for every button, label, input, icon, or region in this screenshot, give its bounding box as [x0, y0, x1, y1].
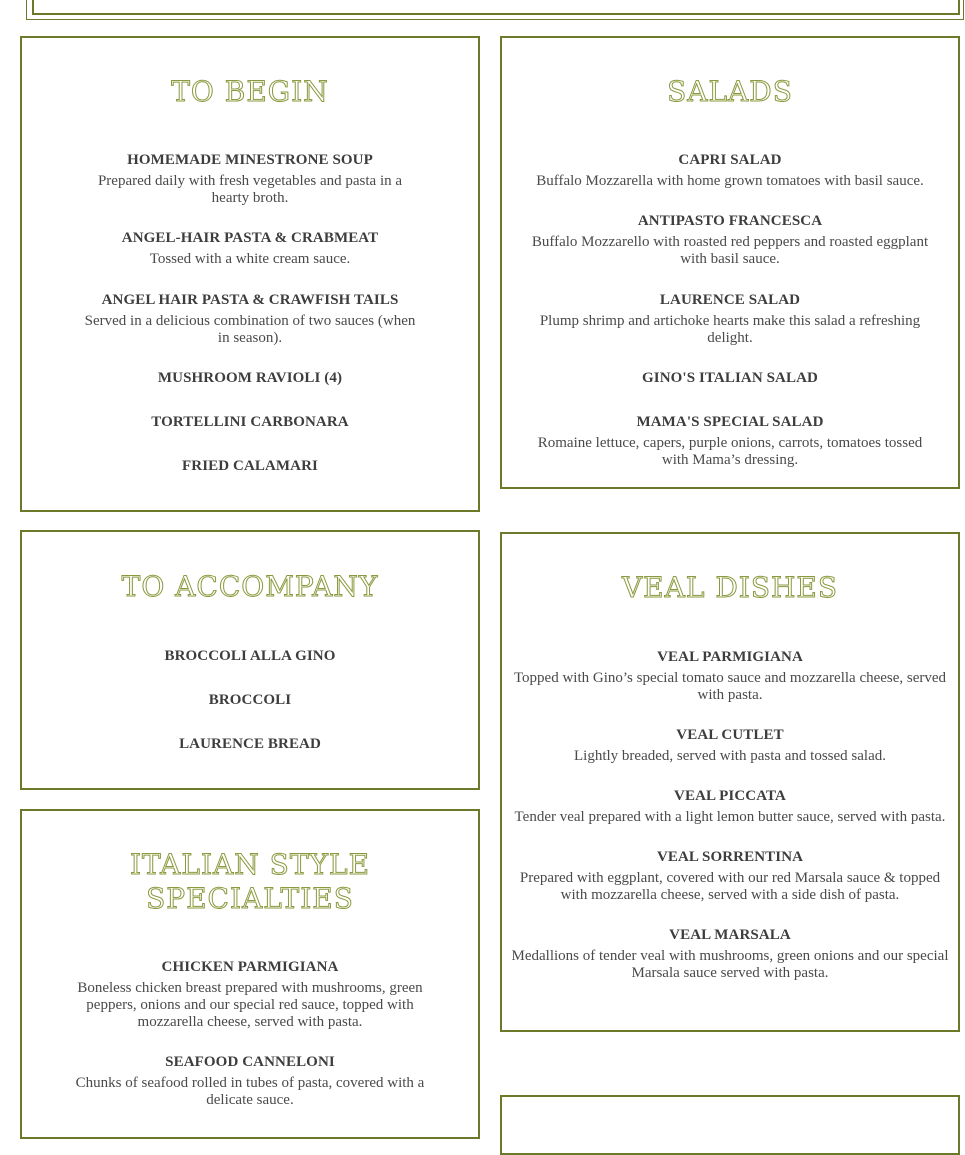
menu-item [22, 291, 478, 347]
menu-item [502, 926, 958, 982]
menu-item-desc: Buffalo Mozzarella with home grown tomatoes with basil sauce. [536, 173, 924, 189]
menu-item-name: ANGEL-HAIR PASTA & CRABMEAT [121, 230, 379, 246]
menu-item-desc: Served in a delicious combination of two sauces (when in season). [84, 313, 416, 346]
menu-item [22, 151, 478, 207]
menu-item [502, 648, 958, 704]
menu-item-name: TORTELLINI CARBONARA [151, 414, 349, 430]
menu-item [502, 212, 958, 268]
menu-item-desc: Plump shrimp and artichoke hearts make this salad a refreshing delight. [539, 313, 921, 346]
menu-item [502, 291, 958, 347]
to-begin-title: TO BEGIN [171, 75, 329, 108]
top-frame-inner [32, 0, 960, 15]
menu-item-name: VEAL MARSALA [669, 927, 791, 943]
menu-item-name: BROCCOLI [208, 692, 292, 708]
menu-item-desc: Tossed with a white cream sauce. [149, 251, 351, 267]
menu-item-name: VEAL CUTLET [676, 727, 784, 743]
menu-item-name: MAMA'S SPECIAL SALAD [636, 414, 824, 430]
menu-item-desc: Chunks of seafood rolled in tubes of pasta, covered with a delicate sauce. [75, 1075, 425, 1108]
menu-item [502, 848, 958, 904]
menu-item-name: VEAL SORRENTINA [656, 849, 804, 865]
veal-dishes-panel [500, 532, 960, 1032]
menu-item-name: GINO'S ITALIAN SALAD [642, 370, 818, 386]
menu-item [502, 369, 958, 387]
menu-item [22, 457, 478, 475]
menu-item-name: ANGEL HAIR PASTA & CRAWFISH TAILS [101, 292, 399, 308]
menu-item [22, 735, 478, 753]
menu-item [22, 958, 478, 1031]
menu-item [502, 151, 958, 190]
menu-item-name: SEAFOOD CANNELONI [165, 1054, 335, 1070]
menu-item-name: VEAL PICCATA [674, 788, 786, 804]
italian-specialties-panel [20, 809, 480, 1139]
italian-specialties-title-line2: SPECIALTIES [146, 882, 354, 915]
veal-dishes-title: VEAL DISHES [621, 571, 839, 604]
to-accompany-title: TO ACCOMPANY [121, 570, 379, 603]
menu-item-desc: Prepared daily with fresh vegetables and pasta in a hearty broth. [97, 173, 403, 206]
menu-item [22, 413, 478, 431]
menu-item-name: CAPRI SALAD [678, 152, 782, 168]
menu-item-name: BROCCOLI ALLA GINO [164, 648, 336, 664]
menu-item-name: LAURENCE BREAD [179, 736, 321, 752]
menu-item-name: HOMEMADE MINESTRONE SOUP [127, 152, 373, 168]
menu-item-name: VEAL PARMIGIANA [657, 649, 803, 665]
menu-item [502, 413, 958, 469]
menu-item [502, 787, 958, 826]
menu-item-desc: Tender veal prepared with a light lemon butter sauce, served with pasta. [514, 809, 946, 825]
menu-item-desc: Prepared with eggplant, covered with our red Marsala sauce & topped with mozzarella cheese, served with a side dish of pasta. [519, 870, 941, 903]
to-accompany-panel [20, 530, 480, 790]
menu-item [22, 691, 478, 709]
menu-item [22, 1053, 478, 1109]
menu-item [22, 369, 478, 387]
menu-item-desc: Boneless chicken breast prepared with mushrooms, green peppers, onions and our special red sauce, topped with mozzarella cheese, served with pasta. [77, 980, 423, 1030]
italian-specialties-title-line1: ITALIAN STYLE [129, 848, 371, 881]
menu-item-name: FRIED CALAMARI [182, 458, 318, 474]
menu-item-desc: Lightly breaded, served with pasta and tossed salad. [574, 748, 886, 764]
menu-item-desc: Buffalo Mozzarello with roasted red peppers and roasted eggplant with basil sauce. [531, 234, 929, 267]
menu-item-name: LAURENCE SALAD [659, 292, 801, 308]
menu-item-desc: Romaine lettuce, capers, purple onions, carrots, tomatoes tossed with Mama’s dressing. [537, 435, 923, 468]
menu-item [22, 647, 478, 665]
to-begin-panel [20, 36, 480, 512]
menu-item-name: CHICKEN PARMIGIANA [161, 959, 339, 975]
salads-title: SALADS [667, 75, 793, 108]
menu-item-name: MUSHROOM RAVIOLI (4) [157, 370, 343, 386]
menu-item-desc: Medallions of tender veal with mushrooms, green onions and our special Marsala sauce served with pasta. [511, 948, 949, 981]
menu-item [502, 726, 958, 765]
next-panel [500, 1095, 960, 1155]
menu-item [22, 229, 478, 268]
salads-panel [500, 36, 960, 489]
menu-item-name: ANTIPASTO FRANCESCA [637, 213, 823, 229]
menu-item-desc: Topped with Gino’s special tomato sauce and mozzarella cheese, served with pasta. [513, 670, 947, 703]
